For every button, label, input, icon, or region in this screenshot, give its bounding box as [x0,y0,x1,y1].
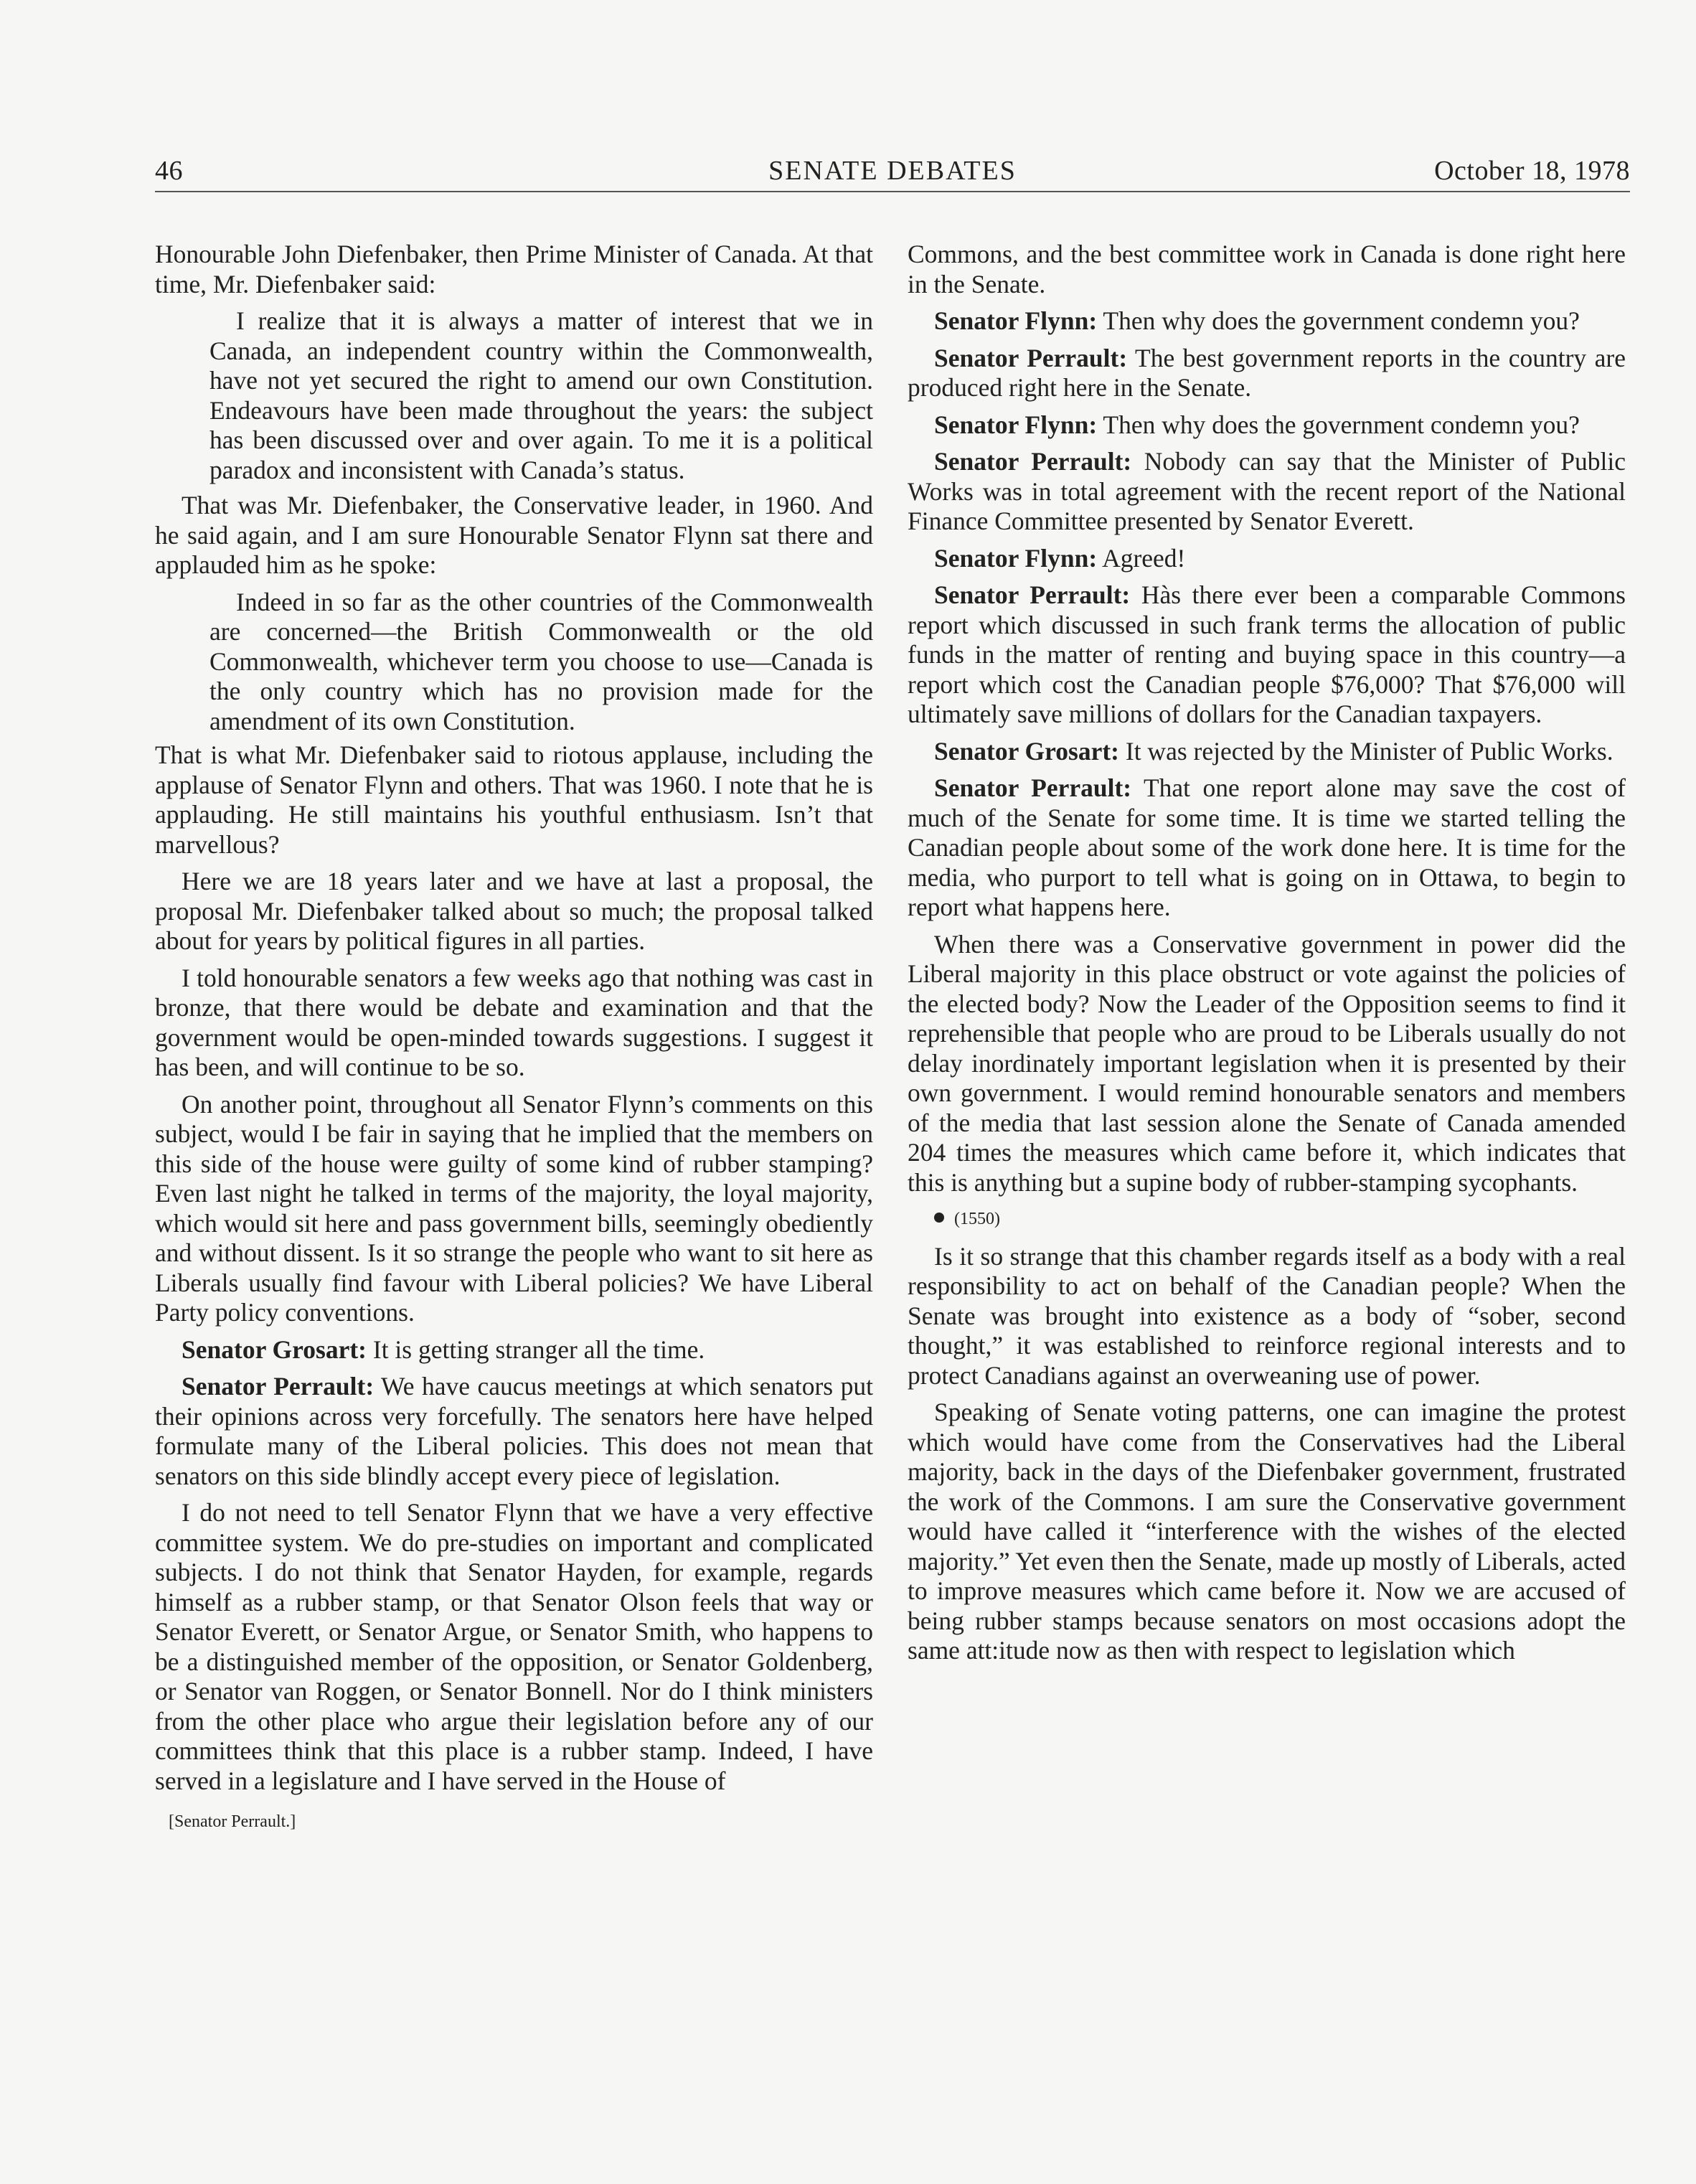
paragraph: Speaking of Senate voting patterns, one can imagine the protest which would have come from the Conservatives had the Liberal majority, back in the days of the Diefenbaker government, frustrated the work of the Commons. I am sure the Conservative government would have called it “interference with the wishes of the elected majority.” Yet even then the Senate, made up mostly of Liberals, acted to improve measures which came before it. Now we are accused of being rubber stamps because senators on most occasions adopt the same att:itude now as then with respect to legislation which [908,1398,1626,1665]
speaker-name: Senator Grosart: [934,736,1119,766]
speech-text: It was rejected by the Minister of Public Works. [1119,736,1613,766]
speech-text: Then why does the government condemn you? [1097,410,1580,439]
publication-title: SENATE DEBATES [768,156,1017,186]
paragraph: That was Mr. Diefenbaker, the Conservative leader, in 1960. And he said again, and I am sure Honourable Senator Flynn sat there and applauded him as he spoke: [155,491,873,579]
speech [908,544,1626,574]
speech [908,344,1626,403]
speech-text: Agreed! [1097,543,1186,573]
paragraph: That is what Mr. Diefenbaker said to riotous applause, including the applause of Senator Flynn and others. That was 1960. I note that he is applauding. He still maintains his youthful enthusiasm. Isn’t that marvellous? [155,740,873,859]
paragraph: Here we are 18 years later and we have at last a proposal, the proposal Mr. Diefenbaker talked about so much; the proposal talked about for years by political figures in all parties. [155,867,873,955]
time-marker [908,1205,1626,1235]
speech [908,580,1626,730]
speaker-name: Senator Perrault: [934,773,1132,802]
speaker-name: Senator Perrault: [934,447,1132,476]
paragraph: When there was a Conservative government in power did the Liberal majority in this place obstruct or vote against the policies of the elected body? Now the Leader of the Opposition seems to find it reprehensible that people who are proud to be Liberals usually do not delay inordinately important legislation when it is presented by their own government. I would remind honourable senators and members of the media that last session alone the Senate of Canada amended 204 times the measures which came before it, which indicates that this is anything but a supine body of rubber-stamping sycophants. [908,929,1626,1197]
speaker-name: Senator Perrault: [934,343,1128,372]
left-column [155,240,873,1837]
speech-text: The best government reports in the country are produced right here in the Senate. [908,343,1626,402]
speaker-name: Senator Flynn: [934,543,1098,573]
speech-text: That one report alone may save the cost of much of the Senate for some time. It is time we started telling the Canadian people about some of the work done here. It is time for the media, who purport to tell what is going on in Ottawa, to begin to report what happens here. [908,773,1626,921]
bullet-icon [934,1213,944,1223]
paragraph: I told honourable senators a few weeks ago that nothing was cast in bronze, that there would be debate and examination and that the government would be open-minded towards suggestions. I suggest it has been, and will continue to be so. [155,963,873,1081]
speech-text: It is getting stranger all the time. [367,1335,705,1364]
speaker-name: Senator Flynn: [934,410,1098,439]
quote-text: Indeed in so far as the other countries of the Commonwealth are concerned—the British Commonwealth or the old Commonwealth, whichever term you choose to use—Canada is the only country which has no provision made for the amendment of its own Constitution. [209,587,873,735]
speech [908,410,1626,441]
speech [908,447,1626,537]
paragraph: I do not need to tell Senator Flynn that we have a very effective committee system. We do pre-studies on important and complicated subjects. I do not think that Senator Hayden, for example, regards himself as a rubber stamp, or that Senator Olson feels that way or Senator Everett, or Senator Argue, or Senator Smith, who happens to be a distinguished member of the opposition, or Senator Goldenberg, or Senator van Roggen, or Senator Bonnell. Nor do I think ministers from the other place who argue their legislation before any of our committees think that this place is a rubber stamp. Indeed, I have served in a legislature and I have served in the House of [155,1498,873,1795]
publication-date: October 18, 1978 [1434,156,1630,186]
speech-text: We have caucus meetings at which senators put their opinions across very forcefully. The senators here have helped formulate many of the Liberal policies. This does not mean that senators on this side blindly accept every piece of legislation. [155,1372,873,1490]
speech-text: Nobody can say that the Minister of Public Works was in total agreement with the recent report of the National Finance Committee presented by Senator Everett. [908,447,1626,535]
paragraph: Honourable John Diefenbaker, then Prime Minister of Canada. At that time, Mr. Diefenbaker said: [155,240,873,298]
speaker-name: Senator Perrault: [182,1372,374,1401]
block-quote [209,588,873,737]
speech-text: Then why does the government condemn you? [1097,306,1580,335]
right-column [908,240,1626,1673]
quote-text: I realize that it is always a matter of interest that we in Canada, an independent country within the Commonwealth, have not yet secured the right to amend our own Constitution. Endeavours have been made throughout the years: the subject has been discussed over and over again. To me it is a political paradox and inconsistent with Canada’s status. [209,306,873,484]
speech-text: Hàs there ever been a comparable Commons report which discussed in such frank terms the allocation of public funds in the matter of renting and buying space in this country—a report which cost the Canadian people $76,000? That $76,000 will ultimately save millions of dollars for the Canadian taxpayers. [908,580,1626,728]
speaker-name: Senator Perrault: [934,580,1131,609]
paragraph: On another point, throughout all Senator Flynn’s comments on this subject, would I be fair in saying that he implied that the members on this side of the house were guilty of some kind of rubber stamping? Even last night he talked in terms of the majority, the loyal majority, which would sit here and pass government bills, seemingly obediently and without dissent. Is it so strange the people who want to sit here as Liberals usually find favour with Liberal policies? We have Liberal Party policy conventions. [155,1089,873,1327]
speech [908,737,1626,767]
speech [155,1372,873,1491]
speech [908,773,1626,923]
speaker-name: Senator Flynn: [934,306,1098,335]
paragraph: Is it so strange that this chamber regards itself as a body with a real responsibility to act on behalf of the Canadian people? When the Senate was brought into existence as a body of “sober, second thought,” it was established to reinforce regional interests and to protect Canadians against an overweaning use of power. [908,1241,1626,1390]
speaker-name: Senator Grosart: [182,1335,367,1364]
page-header [155,154,1630,192]
speaker-footnote: [Senator Perrault.] [169,1812,296,1831]
time-marker-text: (1550) [954,1210,1000,1228]
paragraph: Commons, and the best committee work in Canada is done right here in the Senate. [908,240,1626,298]
speech [908,306,1626,336]
speech [155,1335,873,1365]
block-quote [209,306,873,485]
page-number: 46 [155,156,183,186]
